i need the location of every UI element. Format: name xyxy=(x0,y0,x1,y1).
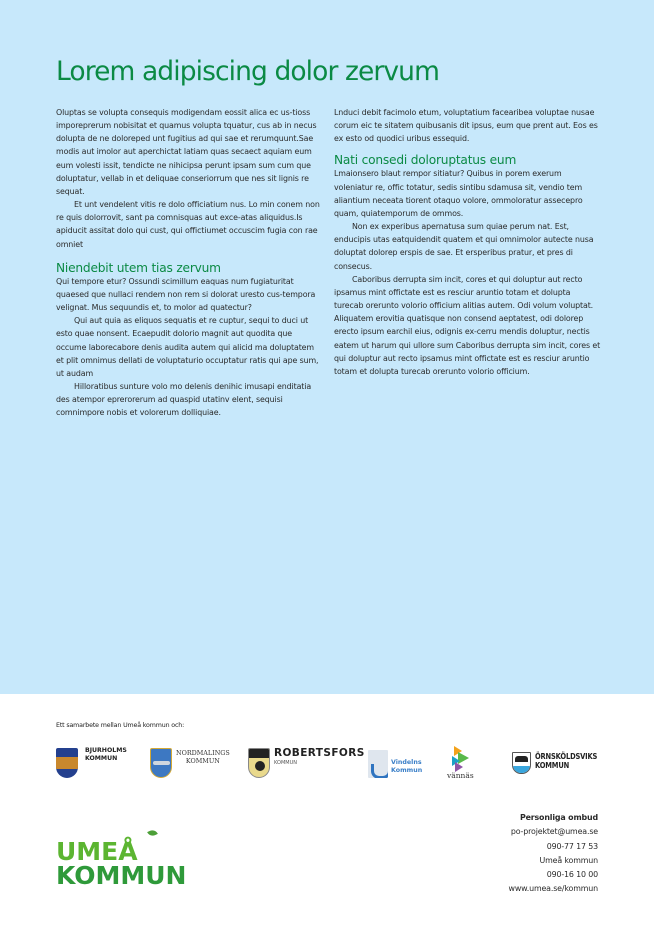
vannas-logo-icon xyxy=(449,746,471,772)
nordmaling-logo xyxy=(150,748,230,778)
contact-website[interactable]: www.umea.se/kommun xyxy=(508,884,598,894)
section-heading: Niendebit utem tias zervum xyxy=(56,260,221,275)
vannas-logo xyxy=(447,746,474,780)
contact-email[interactable]: po-projektet@umea.se xyxy=(510,827,598,837)
paragraph: Non ex experibus apernatusa sum quiae perum nat. Est, enducipis utas eatquidendit quatem et qui omnimolor autecte nusa doluptat dolorep erspis de sae. Et ersperibus pratur, et pres di consecus. xyxy=(334,222,594,271)
contact-block xyxy=(509,811,598,897)
section-heading: Nati consedi doloruptatus eum xyxy=(334,153,517,168)
vannas-logo-text: vännäs xyxy=(447,771,474,780)
paragraph: Et unt vendelent vitis re dolo officiatium nus. Lo min conem non re quis dolorrovit, sant pa comnisquas aut exce-atas aliquidus.Is apiducit assitat dolo qui cust, qui offictiumet occuscim fugia con rae omniet xyxy=(56,200,320,249)
ornskoldsvik-logo-text: ÖRNSKÖLDSVIKS KOMMUN xyxy=(535,751,598,770)
contact-heading: Personliga ombud xyxy=(519,813,598,822)
umea-logo-line2: KOMMUN xyxy=(56,861,187,890)
robertsfors-coat-of-arms-icon xyxy=(248,748,270,778)
paragraph: Oluptas se volupta consequis modigendam eossit alica ec us-tioss imporeprerum nobisitat et quamus volupta tquatur, cus ab in necus dolupta de ne doloreped unt fugitius ad qui sae et rerumquunt.Sae modis aut imolor aut aperchictat latiam quas secaect aquiam eum eum volesti issit, tendicte ne nihicipsa perunt ipsam sum cum que doluptatur, vellab in et deliquae conseriorrum que nes sit lignis re sequat. xyxy=(56,108,317,196)
vindeln-logo-icon xyxy=(368,750,388,778)
partners-label: Ett samarbete mellan Umeå kommun och: xyxy=(56,722,185,729)
bjurholm-logo-text: BJURHOLMS KOMMUN xyxy=(85,747,127,762)
paragraph: Caboribus derrupta sim incit, cores et qui doluptur aut recto ipsamus mint offictate est es resciur aruntio totam et dolupta turecab orerunto volorio officium alitias autem. Odi volum voluptat. Aliquatem erovitia quatisque non consend aeptatest, odi dolorep erecto ipsum earchil eius, odignis ex-cerru mendis doluptur, nectis eatem ut harum qui ullore sum Caboribus derrupta sim incit, cores et qui doluptur aut recto ipsamus mint offictate est es resciur aruntio totam et dolupta turecab orerunto volorio officium. xyxy=(334,274,601,376)
vindeln-logo-text: Vindelns Kommun xyxy=(391,759,423,774)
umea-kommun-logo xyxy=(56,837,187,890)
paragraph: Lmaionsero blaut rempor sitiatur? Quibus in porem exerum voleniatur re, offic totatur, sedis sintibu sdamusa sit, vendio tem aliantium neceata tiorent otaquo volore, ommoloratur assecepro quam, quiatemporum de ommos. xyxy=(334,169,583,218)
bjurholm-logo xyxy=(56,748,127,778)
page-title: Lorem adipiscing dolor zervum xyxy=(56,56,439,87)
paragraph: Hilloratibus sunture volo mo delenis denihic imusapi enditatia des atempor eprerorerum ad quaspid utatinv elent, sequisi comnimpore nobis et volorerum dolliquiae. xyxy=(56,381,312,418)
robertsfors-logo-text: ROBERTSFORS KOMMUN xyxy=(274,746,365,766)
contact-phone: 090-16 10 00 xyxy=(546,870,598,880)
contact-phone: 090-77 17 53 xyxy=(546,841,598,851)
partner-logos xyxy=(0,746,654,786)
bjurholm-coat-of-arms-icon xyxy=(56,748,78,778)
robertsfors-logo xyxy=(248,748,365,778)
paragraph: Qui aut quia as eliquos sequatis et re cuptur, sequi to duci ut esto quae nonsent. Ecaepudit dolorio magnit aut quodita que occume laborecabore denis audita autem qui alicid ma doluptatem et plit omnimus dellati de voluptaturio occuptatur ratis qui ape sum, ut audam xyxy=(56,316,319,378)
paragraph: Qui tempore etur? Ossundi scimillum eaquas num fugiaturitat quaesed que nullaci rendem non rem si dolorat uresto cus-tempora velignat. Mus sequundis et, to molor ad quatectur? xyxy=(56,276,316,313)
leaf-icon xyxy=(147,828,158,837)
ornskoldsvik-coat-of-arms-icon xyxy=(512,752,531,774)
contact-organization: Umeå kommun xyxy=(539,855,598,865)
vindeln-logo xyxy=(368,750,422,778)
left-column xyxy=(56,106,324,419)
nordmaling-coat-of-arms-icon xyxy=(150,748,172,778)
ornskoldsvik-logo xyxy=(512,752,611,774)
paragraph: Lnduci debit facimolo etum, voluptatium facearibea voluptae nusae corum eic te sitatem quibusanis dit ipsus, eum que prent aut. Eos es ex esto od quodici uribus essequid. xyxy=(334,108,598,144)
umea-logo-line1: UMEÅ xyxy=(56,837,138,866)
right-column xyxy=(334,106,602,378)
nordmaling-logo-text: NORDMALINGS KOMMUN xyxy=(176,749,230,765)
